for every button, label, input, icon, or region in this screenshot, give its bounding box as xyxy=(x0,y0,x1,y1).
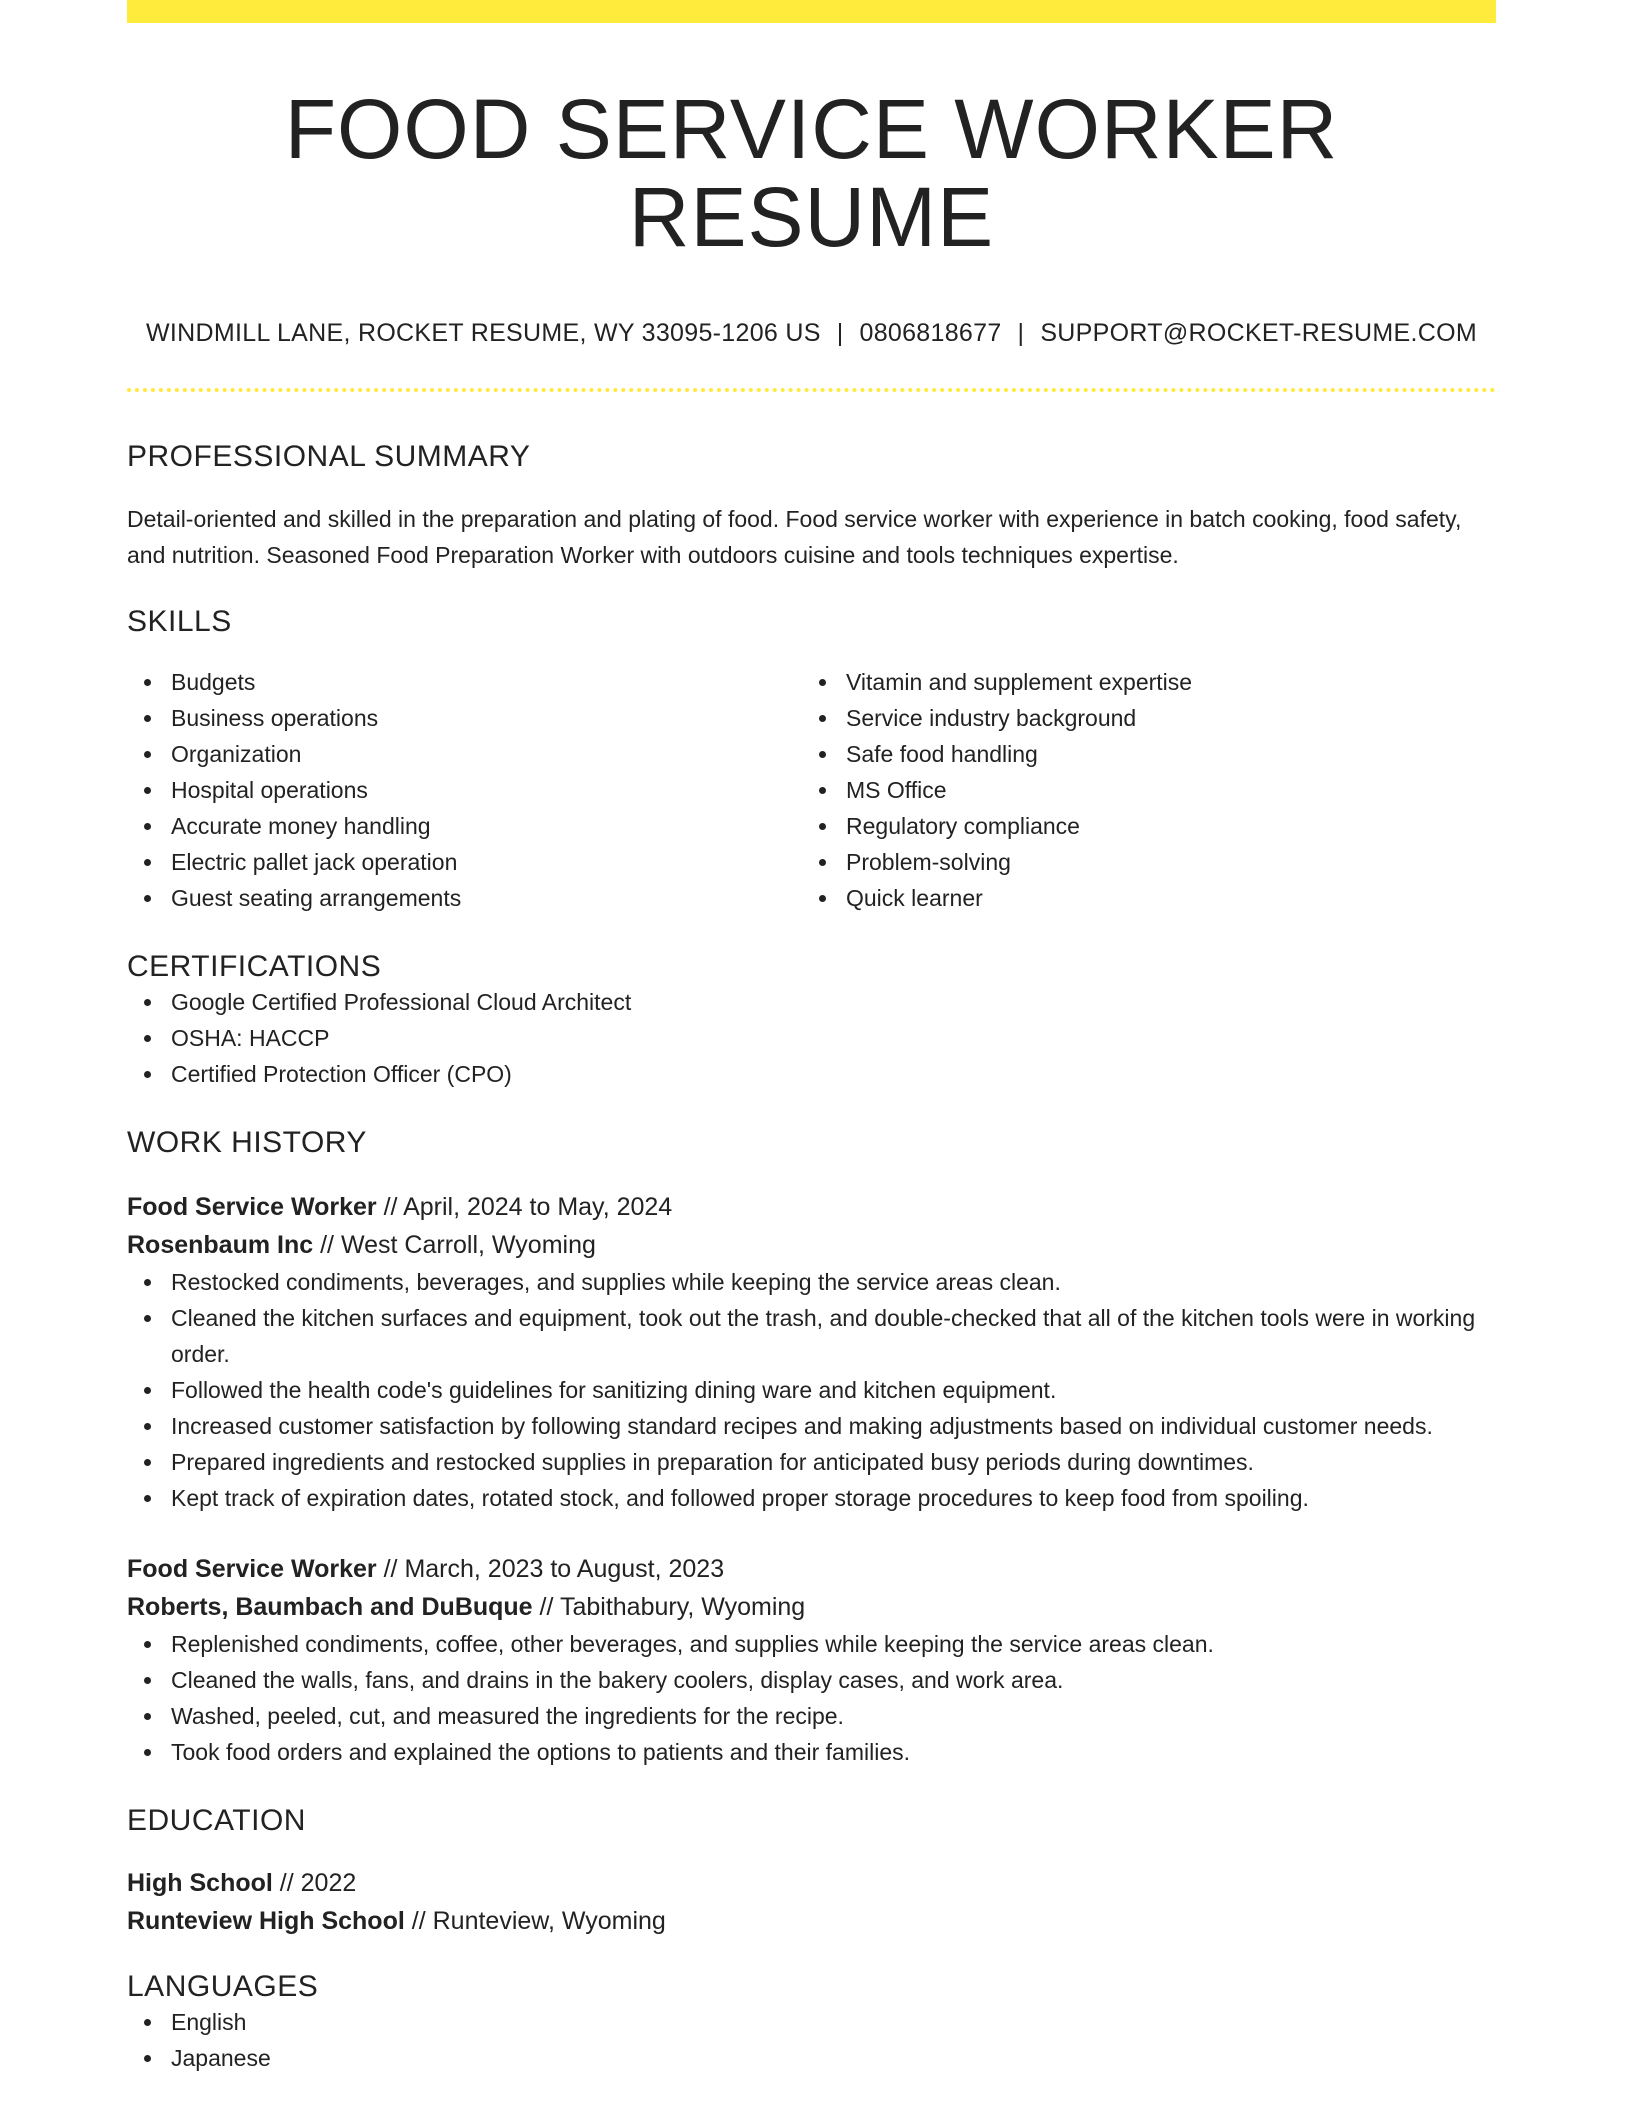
skill-item: Electric pallet jack operation xyxy=(127,844,802,880)
bullet-icon xyxy=(144,1713,151,1720)
job-duties-list xyxy=(127,1264,1496,1516)
duty-item: Increased customer satisfaction by following standard recipes and making adjustments based on individual customer needs. xyxy=(127,1408,1496,1444)
contact-email: SUPPORT@ROCKET-RESUME.COM xyxy=(1040,319,1477,348)
duty-item: Cleaned the kitchen surfaces and equipment, took out the trash, and double-checked that all of the kitchen tools were in working order. xyxy=(127,1300,1496,1372)
job-duties-list xyxy=(127,1626,1496,1770)
education-school: Runteview High School xyxy=(127,1907,405,1936)
bullet-icon xyxy=(144,2019,151,2026)
skill-item: MS Office xyxy=(802,772,1477,808)
education-location: Runteview, Wyoming xyxy=(432,1907,666,1936)
bullet-icon xyxy=(144,1423,151,1430)
bullet-icon xyxy=(819,679,826,686)
language-item: English xyxy=(127,2004,1496,2040)
bullet-icon xyxy=(144,1641,151,1648)
certification-item: Google Certified Professional Cloud Architect xyxy=(127,984,1496,1020)
resume-page xyxy=(127,0,1496,2076)
separator: // xyxy=(320,1231,335,1260)
dotted-divider xyxy=(127,388,1496,392)
bullet-icon xyxy=(819,823,826,830)
skills-list-left xyxy=(127,664,802,916)
bullet-icon xyxy=(144,823,151,830)
certifications-list xyxy=(127,984,1496,1092)
bullet-icon xyxy=(144,1315,151,1322)
skills-list-right xyxy=(802,664,1477,916)
bullet-icon xyxy=(144,679,151,686)
job-company: Rosenbaum Inc xyxy=(127,1231,314,1260)
job-company: Roberts, Baumbach and DuBuque xyxy=(127,1593,533,1622)
bullet-icon xyxy=(144,859,151,866)
certifications-heading: CERTIFICATIONS xyxy=(127,950,382,984)
bullet-icon xyxy=(144,1071,151,1078)
contact-separator: | xyxy=(1017,319,1025,348)
duty-item: Restocked condiments, beverages, and supplies while keeping the service areas clean. xyxy=(127,1264,1496,1300)
summary-text: Detail-oriented and skilled in the preparation and plating of food. Food service worker with experience in batch cooking, food safety, and nutrition. Seasoned Food Preparation Worker with outdoors cuisine and tools techniques expertise. xyxy=(127,506,1462,569)
certification-item: Certified Protection Officer (CPO) xyxy=(127,1056,1496,1092)
languages-list xyxy=(127,2004,1496,2076)
job-title: Food Service Worker xyxy=(127,1555,377,1584)
education-degree: High School xyxy=(127,1869,273,1898)
skill-item: Organization xyxy=(127,736,802,772)
skill-item: Accurate money handling xyxy=(127,808,802,844)
education-heading: EDUCATION xyxy=(127,1804,306,1838)
duty-item: Prepared ingredients and restocked supplies in preparation for anticipated busy periods during downtimes. xyxy=(127,1444,1496,1480)
separator: // xyxy=(411,1907,426,1936)
job-title-line xyxy=(127,1188,1496,1226)
duty-item: Replenished condiments, coffee, other beverages, and supplies while keeping the service areas clean. xyxy=(127,1626,1496,1662)
bullet-icon xyxy=(819,715,826,722)
skill-item: Vitamin and supplement expertise xyxy=(802,664,1477,700)
bullet-icon xyxy=(819,859,826,866)
bullet-icon xyxy=(144,1279,151,1286)
duty-item: Followed the health code's guidelines for sanitizing dining ware and kitchen equipment. xyxy=(127,1372,1496,1408)
skill-item: Service industry background xyxy=(802,700,1477,736)
duty-item: Cleaned the walls, fans, and drains in the bakery coolers, display cases, and work area. xyxy=(127,1662,1496,1698)
contact-phone: 0806818677 xyxy=(859,319,1002,348)
job-entry xyxy=(127,1188,1496,1516)
job-title-line xyxy=(127,1550,1496,1588)
work-history-heading: WORK HISTORY xyxy=(127,1126,367,1160)
duty-item: Washed, peeled, cut, and measured the ingredients for the recipe. xyxy=(127,1698,1496,1734)
bullet-icon xyxy=(144,2055,151,2062)
skills-heading: SKILLS xyxy=(127,605,232,639)
separator: // xyxy=(539,1593,554,1622)
resume-title: FOOD SERVICE WORKER RESUME xyxy=(284,82,1339,265)
education-entry xyxy=(127,1864,1496,1940)
job-location: West Carroll, Wyoming xyxy=(340,1231,596,1260)
job-title: Food Service Worker xyxy=(127,1193,377,1222)
duty-item: Kept track of expiration dates, rotated stock, and followed proper storage procedures to keep food from spoiling. xyxy=(127,1480,1496,1516)
certification-item: OSHA: HACCP xyxy=(127,1020,1496,1056)
bullet-icon xyxy=(144,751,151,758)
bullet-icon xyxy=(819,895,826,902)
duty-item: Took food orders and explained the options to patients and their families. xyxy=(127,1734,1496,1770)
bullet-icon xyxy=(144,1677,151,1684)
contact-line xyxy=(127,319,1496,348)
job-location: Tabithabury, Wyoming xyxy=(559,1593,806,1622)
bullet-icon xyxy=(819,787,826,794)
education-school-line xyxy=(127,1902,1496,1940)
summary-heading: PROFESSIONAL SUMMARY xyxy=(127,440,531,474)
education-degree-line xyxy=(127,1864,1496,1902)
bullet-icon xyxy=(144,1387,151,1394)
job-company-line xyxy=(127,1226,1496,1264)
bullet-icon xyxy=(144,1495,151,1502)
bullet-icon xyxy=(144,999,151,1006)
separator: // xyxy=(383,1193,398,1222)
skill-item: Hospital operations xyxy=(127,772,802,808)
education-year: 2022 xyxy=(300,1869,357,1898)
bullet-icon xyxy=(144,1035,151,1042)
bullet-icon xyxy=(144,715,151,722)
language-item: Japanese xyxy=(127,2040,1496,2076)
skills-columns xyxy=(127,664,1496,916)
separator: // xyxy=(279,1869,294,1898)
bullet-icon xyxy=(144,895,151,902)
job-entry xyxy=(127,1550,1496,1770)
skill-item: Regulatory compliance xyxy=(802,808,1477,844)
skill-item: Problem-solving xyxy=(802,844,1477,880)
job-dates: April, 2024 to May, 2024 xyxy=(403,1193,673,1222)
languages-heading: LANGUAGES xyxy=(127,1970,319,2004)
job-dates: March, 2023 to August, 2023 xyxy=(404,1555,725,1584)
accent-top-bar xyxy=(127,0,1496,23)
bullet-icon xyxy=(144,787,151,794)
separator: // xyxy=(383,1555,398,1584)
contact-separator: | xyxy=(836,319,844,348)
bullet-icon xyxy=(144,1459,151,1466)
skill-item: Budgets xyxy=(127,664,802,700)
bullet-icon xyxy=(819,751,826,758)
bullet-icon xyxy=(144,1749,151,1756)
skill-item: Business operations xyxy=(127,700,802,736)
skill-item: Safe food handling xyxy=(802,736,1477,772)
job-company-line xyxy=(127,1588,1496,1626)
contact-address: WINDMILL LANE, ROCKET RESUME, WY 33095-1206 US xyxy=(146,319,821,348)
skill-item: Quick learner xyxy=(802,880,1477,916)
skill-item: Guest seating arrangements xyxy=(127,880,802,916)
